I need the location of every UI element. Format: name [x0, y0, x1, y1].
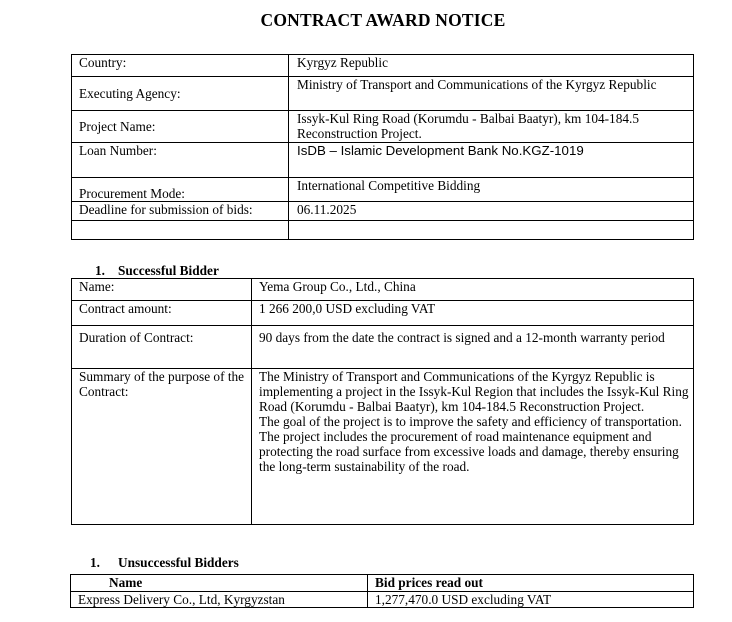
table-row [72, 202, 694, 221]
country-value: Kyrgyz Republic [289, 55, 694, 77]
procurement-mode-label: Procurement Mode: [72, 178, 289, 202]
table-row [72, 369, 694, 525]
summary-label: Summary of the purpose of the Contract: [72, 369, 252, 525]
summary-paragraph: The goal of the project is to improve the safety and efficiency of transportation. [259, 414, 682, 429]
table-row [71, 592, 694, 608]
deadline-label: Deadline for submission of bids: [72, 202, 289, 221]
agency-value: Ministry of Transport and Communications of the Kyrgyz Republic [289, 77, 694, 111]
section-number: 1. [95, 263, 105, 278]
contract-amount-label: Contract amount: [72, 301, 252, 326]
loan-number-label: Loan Number: [72, 143, 289, 178]
agency-label: Executing Agency: [72, 77, 289, 111]
contract-info-table [71, 54, 694, 240]
bidder-name-label: Name: [72, 279, 252, 301]
section-title: Unsuccessful Bidders [118, 555, 239, 570]
section-title: Successful Bidder [118, 263, 219, 278]
loan-number-value: IsDB – Islamic Development Bank No.KGZ-1019 [289, 143, 694, 178]
column-header-name: Name [71, 575, 368, 592]
bid-price: 1,277,470.0 USD excluding VAT [368, 592, 694, 608]
table-row [72, 143, 694, 178]
bidder-name-value: Yema Group Co., Ltd., China [252, 279, 694, 301]
table-row [72, 178, 694, 202]
empty-cell [72, 221, 289, 240]
table-row [72, 301, 694, 326]
section-number: 1. [90, 555, 100, 570]
procurement-mode-value: International Competitive Bidding [289, 178, 694, 202]
table-row [72, 326, 694, 369]
contract-amount-value: 1 266 200,0 USD excluding VAT [252, 301, 694, 326]
table-header-row [71, 575, 694, 592]
table-row [72, 77, 694, 111]
table-row [72, 55, 694, 77]
deadline-value: 06.11.2025 [289, 202, 694, 221]
summary-paragraph: The Ministry of Transport and Communications of the Kyrgyz Republic is implementing a project in the Issyk-Kul Region that includes the Issyk-Kul Ring Road (Korumdu - Balbai Baatyr), km 104-184.5 Reconstruction Project. [259, 369, 689, 414]
summary-value [252, 369, 694, 525]
project-name-label: Project Name: [72, 111, 289, 143]
bidder-name: Express Delivery Co., Ltd, Kyrgyzstan [71, 592, 368, 608]
duration-label: Duration of Contract: [72, 326, 252, 369]
project-name-value: Issyk-Kul Ring Road (Korumdu - Balbai Baatyr), km 104-184.5 Reconstruction Project. [289, 111, 694, 143]
successful-bidder-table [71, 278, 694, 525]
duration-value: 90 days from the date the contract is signed and a 12-month warranty period [252, 326, 694, 369]
table-row [72, 221, 694, 240]
unsuccessful-bidders-table [70, 574, 694, 608]
table-row [72, 279, 694, 301]
table-row [72, 111, 694, 143]
summary-paragraph: The project includes the procurement of road maintenance equipment and protecting the road surface from excessive loads and damage, thereby ensuring the long-term sustainability of the road. [259, 429, 679, 474]
empty-cell [289, 221, 694, 240]
column-header-price: Bid prices read out [368, 575, 694, 592]
page-title: CONTRACT AWARD NOTICE [260, 10, 506, 30]
unsuccessful-bidders-heading [90, 555, 239, 571]
successful-bidder-heading [95, 263, 219, 279]
country-label: Country: [72, 55, 289, 77]
